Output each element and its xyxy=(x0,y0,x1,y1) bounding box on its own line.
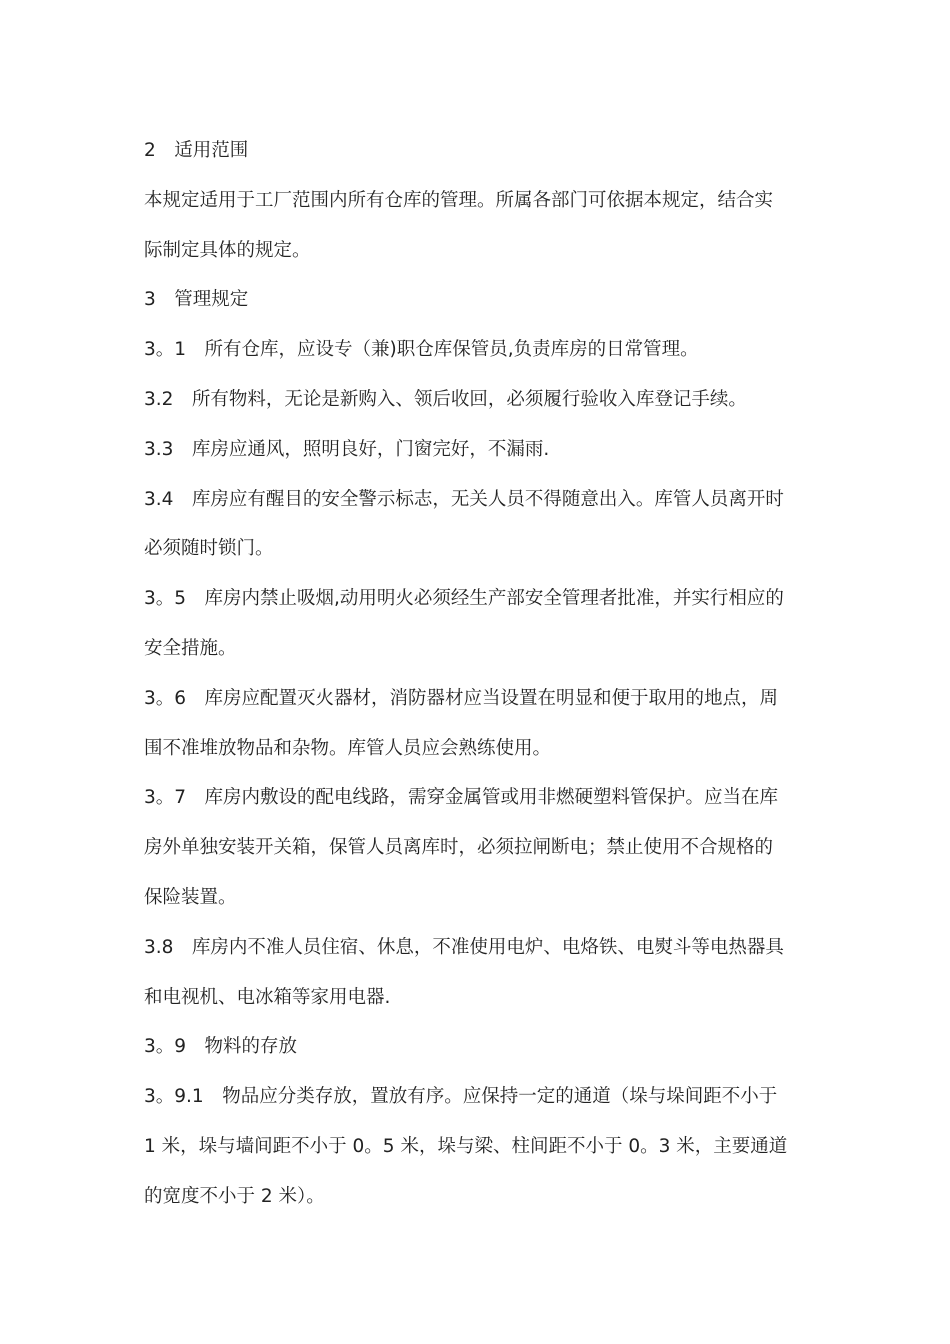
clause-3-4-continued: 必须随时锁门。 xyxy=(144,538,274,560)
clause-3-6: 3。6 库房应配置灭火器材，消防器材应当设置在明显和便于取用的地点，周 xyxy=(144,687,779,709)
clause-3-9-1-continued: 1 米，垛与墙间距不小于 0。5 米，垛与梁、柱间距不小于 0。3 米，主要通道 xyxy=(144,1135,788,1157)
clause-3-5-continued: 安全措施。 xyxy=(144,637,237,659)
clause-3-4: 3.4 库房应有醒目的安全警示标志，无关人员不得随意出入。库管人员离开时 xyxy=(144,488,784,510)
clause-3-7-continued: 保险装置。 xyxy=(144,886,237,908)
document-body xyxy=(144,126,812,1222)
clause-3-1: 3。1 所有仓库，应设专（兼)职仓库保管员,负责库房的日常管理。 xyxy=(144,339,699,361)
section-heading-applicable-scope: 2 适用范围 xyxy=(144,140,249,161)
paragraph-line: 际制定具体的规定。 xyxy=(144,239,311,261)
clause-3-8-continued: 和电视机、电冰箱等家用电器. xyxy=(144,986,391,1008)
clause-3-6-continued: 围不准堆放物品和杂物。库管人员应会熟练使用。 xyxy=(144,737,552,759)
clause-3-2: 3.2 所有物料，无论是新购入、领后收回，必须履行验收入库登记手续。 xyxy=(144,388,747,410)
section-heading-management-rules: 3 管理规定 xyxy=(144,289,249,311)
clause-3-3: 3.3 库房应通风，照明良好，门窗完好，不漏雨. xyxy=(144,438,550,460)
clause-3-9-1: 3。9.1 物品应分类存放，置放有序。应保持一定的通道（垛与垛间距不小于 xyxy=(144,1086,778,1108)
clause-3-5: 3。5 库房内禁止吸烟,动用明火必须经生产部安全管理者批准，并实行相应的 xyxy=(144,588,784,610)
clause-3-7-continued: 房外单独安装开关箱，保管人员离库时，必须拉闸断电；禁止使用不合规格的 xyxy=(144,837,774,859)
clause-3-7: 3。7 库房内敷设的配电线路，需穿金属管或用非燃硬塑料管保护。应当在库 xyxy=(144,787,779,809)
clause-3-9-1-continued: 的宽度不小于 2 米）。 xyxy=(144,1185,325,1207)
clause-3-9: 3。9 物料的存放 xyxy=(144,1036,298,1058)
clause-3-8: 3.8 库房内不准人员住宿、休息，不准使用电炉、电烙铁、电熨斗等电热器具 xyxy=(144,936,784,958)
paragraph-line: 本规定适用于工厂范围内所有仓库的管理。所属各部门可依据本规定，结合实 xyxy=(144,189,774,211)
